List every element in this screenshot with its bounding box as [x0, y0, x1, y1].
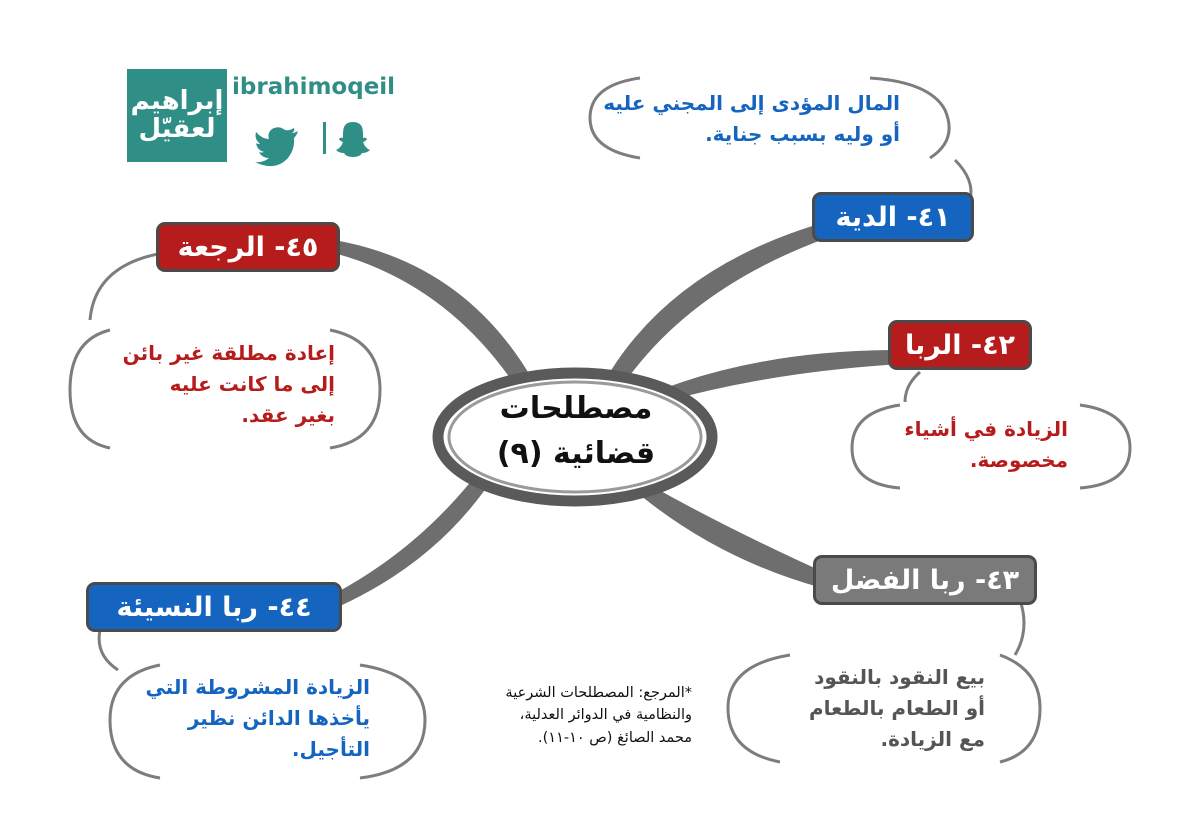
- term-42-definition: [870, 414, 1068, 476]
- snapchat-icon[interactable]: [336, 122, 370, 157]
- term-42-def-line-2: مخصوصة.: [969, 448, 1068, 472]
- term-42-def-line-1: الزيادة في أشياء: [904, 417, 1068, 441]
- term-43-label: ٤٣- ربا الفضل: [813, 555, 1037, 605]
- reference-line-3: محمد الصائغ (ص ١٠-١١).: [538, 729, 692, 746]
- connector-42: [905, 372, 920, 402]
- term-44-def-line-3: التأجيل.: [291, 737, 370, 761]
- term-44-def-line-2: يأخذها الدائن نظير: [187, 706, 370, 730]
- reference-line-1: *المرجع: المصطلحات الشرعية: [505, 685, 692, 701]
- branch-to-41: [610, 218, 844, 378]
- term-45-definition: [90, 338, 335, 431]
- term-45-def-line-1: إعادة مطلقة غير بائن: [122, 341, 335, 365]
- social-handle[interactable]: ibrahimoqeil: [232, 74, 396, 100]
- term-43-def-line-2: أو الطعام بالطعام: [809, 696, 985, 720]
- term-41-def-line-2: أو وليه بسبب جناية.: [705, 122, 900, 146]
- term-43-def-line-1: بيع النقود بالنقود: [814, 665, 985, 689]
- branch-to-45: [330, 240, 528, 378]
- twitter-icon[interactable]: [255, 127, 298, 166]
- central-topic-line-1: مصطلحات: [499, 391, 653, 426]
- term-44-label: ٤٤- ربا النسيئة: [86, 582, 342, 632]
- term-45-def-line-2: إلى ما كانت عليه: [169, 372, 335, 396]
- logo-line-1: إبراهيم: [130, 86, 224, 117]
- reference-line-2: والنظامية في الدوائر العدلية،: [519, 707, 692, 724]
- term-44-definition: [125, 672, 370, 765]
- term-45-label: ٤٥- الرجعة: [156, 222, 340, 272]
- central-topic: [456, 386, 696, 476]
- connector-43: [1015, 600, 1024, 655]
- term-41-def-line-1: المال المؤدى إلى المجني عليه: [603, 91, 900, 115]
- logo-line-2: لعقيّل: [138, 113, 216, 144]
- branch-to-44: [334, 470, 495, 606]
- term-41-definition: [600, 88, 900, 150]
- divider-bar: [323, 122, 326, 154]
- branch-to-43: [640, 485, 830, 588]
- term-41-label: ٤١- الدية: [812, 192, 974, 242]
- connector-44: [99, 630, 118, 670]
- central-topic-line-2: قضائية (٩): [496, 436, 656, 471]
- term-43-def-line-3: مع الزيادة.: [880, 727, 985, 751]
- term-45-def-line-3: بغير عقد.: [241, 403, 335, 427]
- term-43-definition: [745, 662, 985, 755]
- term-42-label: ٤٢- الربا: [888, 320, 1032, 370]
- logo: [127, 69, 227, 162]
- reference-note: [486, 682, 692, 749]
- term-44-def-line-1: الزيادة المشروطة التي: [145, 675, 370, 699]
